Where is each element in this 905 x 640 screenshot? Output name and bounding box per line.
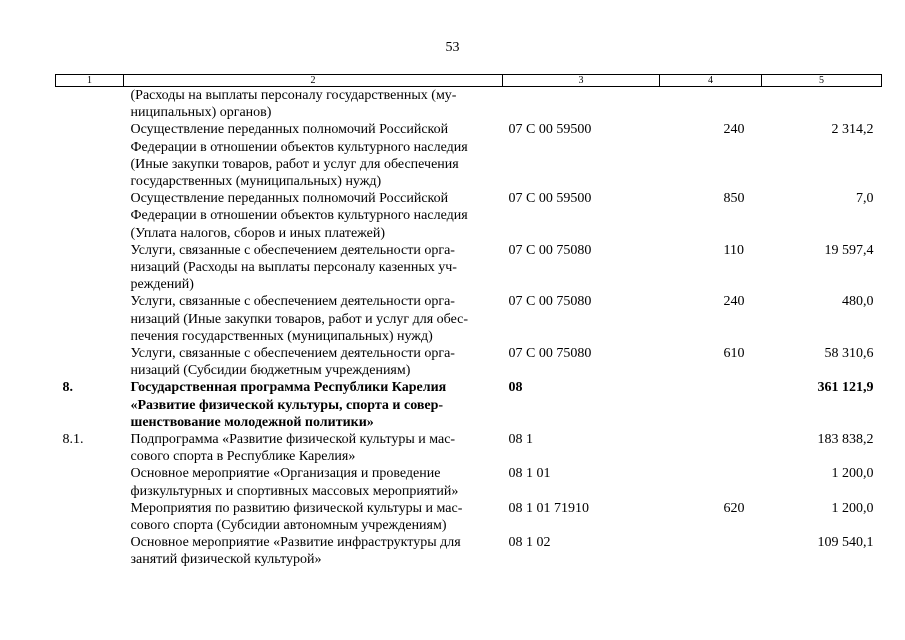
- row-description: [124, 500, 503, 534]
- row-amount: 480,0: [842, 294, 874, 310]
- table-row: [56, 431, 882, 465]
- description-line: Услуги, связанные с обеспечением деятельности орга-: [130, 346, 455, 362]
- row-amount: 7,0: [856, 191, 874, 207]
- table-row: [56, 534, 882, 568]
- row-number: 8.: [62, 380, 73, 396]
- table-row: [56, 345, 882, 379]
- row-description: [124, 87, 503, 122]
- header-col-3: 3: [503, 75, 660, 87]
- description-line: (Иные закупки товаров, работ и услуг для обеспечения: [130, 156, 459, 172]
- table-header: [56, 75, 882, 87]
- row-amount: 361 121,9: [817, 380, 874, 396]
- description-line: низаций (Расходы на выплаты персоналу казенных уч-: [130, 260, 457, 276]
- table-row: [56, 121, 882, 190]
- description-line: сового спорта (Субсидии автономным учреждениям): [130, 518, 447, 534]
- row-expense-type: 850: [723, 191, 745, 207]
- row-target-code: 07 С 00 75080: [508, 242, 592, 258]
- description-line: шенствование молодежной политики»: [130, 414, 374, 430]
- row-amount: 109 540,1: [817, 535, 874, 551]
- row-target-code: 07 С 00 75080: [508, 294, 592, 310]
- description-line: (Расходы на выплаты персоналу государственных (му-: [130, 88, 457, 103]
- row-amount: 183 838,2: [817, 432, 874, 448]
- header-row: [56, 75, 882, 87]
- row-expense-type: [660, 379, 762, 431]
- description-line: занятий физической культурой»: [130, 552, 322, 568]
- budget-table: [55, 74, 882, 569]
- page-number: 53: [445, 40, 460, 55]
- row-description: [124, 242, 503, 294]
- row-expense-type: [660, 534, 762, 568]
- table-row: [56, 190, 882, 242]
- description-line: государственных (муниципальных) нужд): [130, 174, 382, 190]
- row-target-code: 07 С 00 59500: [508, 122, 592, 138]
- description-line: Государственная программа Республики Карелия: [130, 380, 447, 396]
- row-expense-type: [660, 87, 762, 122]
- row-amount: 1 200,0: [831, 466, 874, 482]
- row-amount: 2 314,2: [831, 122, 874, 138]
- description-line: Услуги, связанные с обеспечением деятельности орга-: [130, 242, 455, 258]
- header-col-4: 4: [660, 75, 762, 87]
- row-amount: 19 597,4: [824, 242, 874, 258]
- row-expense-type: 110: [723, 242, 744, 258]
- header-col-5: 5: [762, 75, 882, 87]
- row-expense-type: 610: [723, 346, 745, 362]
- row-description: [124, 465, 503, 499]
- row-description: [124, 121, 503, 190]
- row-expense-type: 240: [723, 294, 745, 310]
- row-target-code: 08: [508, 380, 523, 396]
- header-col-1: 1: [56, 75, 124, 87]
- row-description: [124, 293, 503, 345]
- row-target-code: 08 1 01 71910: [508, 500, 589, 516]
- row-expense-type: [660, 431, 762, 465]
- row-number: [56, 534, 124, 568]
- row-target-code: 08 1: [508, 432, 533, 448]
- row-amount: 1 200,0: [831, 500, 874, 516]
- description-line: физкультурных и спортивных массовых мероприятий»: [130, 483, 459, 499]
- row-number: [56, 500, 124, 534]
- description-line: «Развитие физической культуры, спорта и совер-: [130, 397, 444, 413]
- row-expense-type: 240: [723, 122, 745, 138]
- table-row: [56, 465, 882, 499]
- row-description: [124, 431, 503, 465]
- description-line: Основное мероприятие «Развитие инфраструктуры для: [130, 535, 461, 551]
- row-description: [124, 345, 503, 379]
- row-number: [56, 121, 124, 190]
- row-description: [124, 190, 503, 242]
- description-line: низаций (Иные закупки товаров, работ и услуг для обес-: [130, 311, 469, 327]
- description-line: ниципальных) органов): [130, 105, 272, 121]
- description-line: Услуги, связанные с обеспечением деятельности орга-: [130, 294, 455, 310]
- table-body: [56, 87, 882, 569]
- description-line: реждений): [130, 277, 194, 293]
- row-number: 8.1.: [62, 432, 84, 448]
- description-line: Основное мероприятие «Организация и проведение: [130, 466, 441, 482]
- row-number: [56, 87, 124, 122]
- row-number: [56, 293, 124, 345]
- description-line: Федерации в отношении объектов культурного наследия: [130, 208, 468, 224]
- description-line: Мероприятия по развитию физической культуры и мас-: [130, 500, 463, 516]
- description-line: Осуществление переданных полномочий Российской: [130, 191, 449, 207]
- row-expense-type: 620: [723, 500, 745, 516]
- row-description: [124, 379, 503, 431]
- row-target-code: 07 С 00 75080: [508, 346, 592, 362]
- row-number: [56, 345, 124, 379]
- description-line: Осуществление переданных полномочий Российской: [130, 122, 449, 138]
- row-target-code: [503, 87, 660, 122]
- row-amount: 58 310,6: [824, 346, 874, 362]
- description-line: низаций (Субсидии бюджетным учреждениям): [130, 363, 411, 379]
- description-line: сового спорта в Республике Карелия»: [130, 449, 356, 465]
- description-line: Федерации в отношении объектов культурного наследия: [130, 139, 468, 155]
- row-target-code: 08 1 01: [508, 466, 551, 482]
- row-target-code: 07 С 00 59500: [508, 191, 592, 207]
- table-row: [56, 293, 882, 345]
- row-target-code: 08 1 02: [508, 535, 551, 551]
- header-col-2: 2: [124, 75, 503, 87]
- row-number: [56, 190, 124, 242]
- row-amount: [762, 87, 882, 122]
- row-number: [56, 465, 124, 499]
- table-row: [56, 379, 882, 431]
- table-row: [56, 87, 882, 122]
- row-expense-type: [660, 465, 762, 499]
- table-row: [56, 242, 882, 294]
- description-line: Подпрограмма «Развитие физической культуры и мас-: [130, 432, 456, 448]
- row-number: [56, 242, 124, 294]
- description-line: печения государственных (муниципальных) нужд): [130, 328, 433, 344]
- description-line: (Уплата налогов, сборов и иных платежей): [130, 225, 386, 241]
- table-row: [56, 500, 882, 534]
- row-description: [124, 534, 503, 568]
